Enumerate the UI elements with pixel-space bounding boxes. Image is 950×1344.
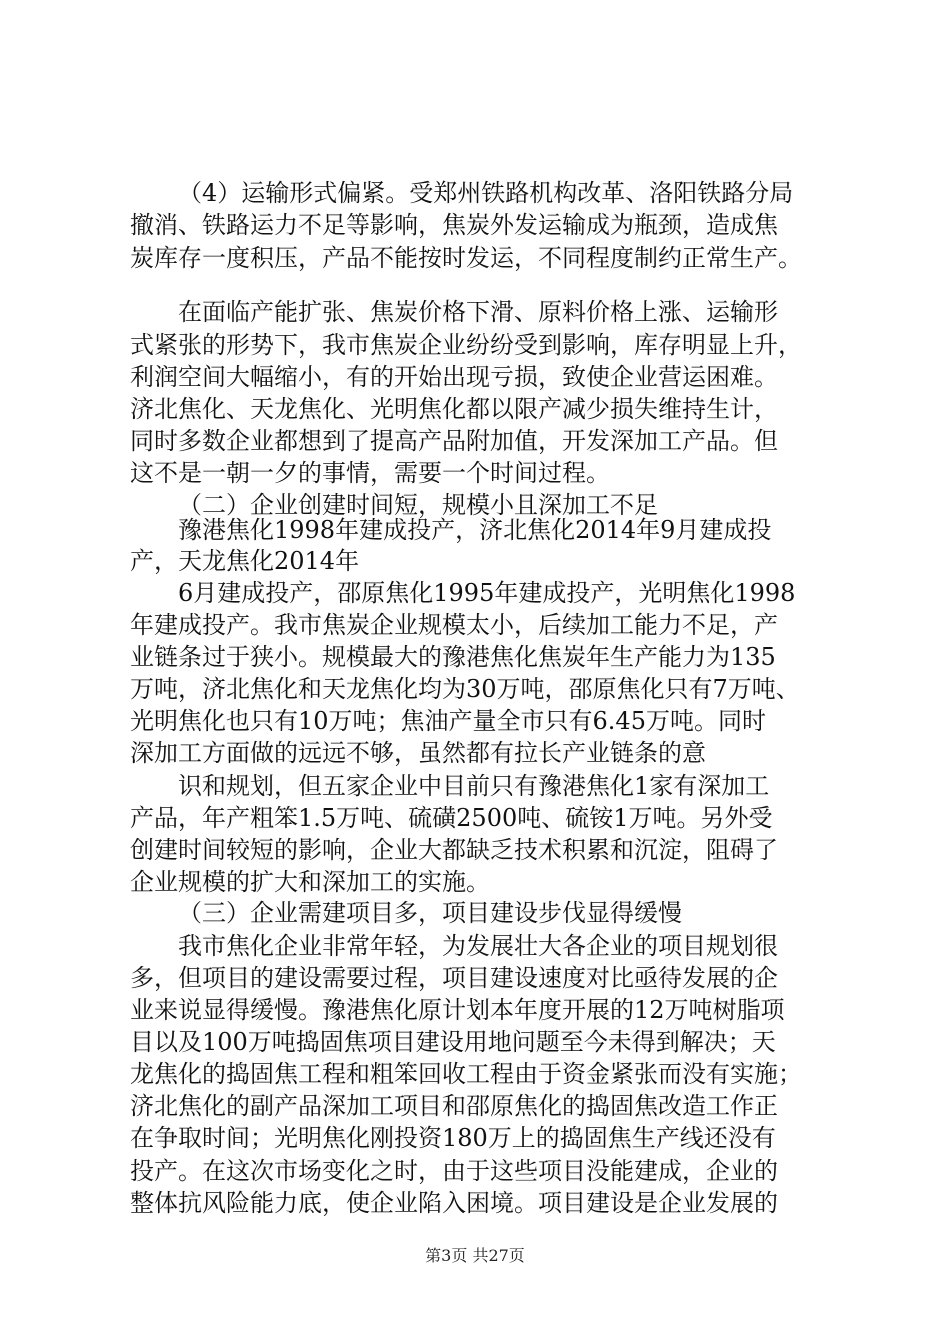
text-line: 万吨，济北焦化和天龙焦化均为30万吨，邵原焦化只有7万吨、	[130, 675, 800, 703]
text-line: 多，但项目的建设需要过程，项目建设速度对比亟待发展的企	[130, 964, 778, 992]
text-line: 利润空间大幅缩小，有的开始出现亏损，致使企业营运困难。	[130, 363, 778, 391]
text-line: 年建成投产。我市焦炭企业规模太小，后续加工能力不足，产	[130, 611, 778, 639]
section-heading: （三）企业需建项目多，项目建设步伐显得缓慢	[178, 899, 682, 927]
text-line: 济北焦化的副产品深加工项目和邵原焦化的捣固焦改造工作正	[130, 1092, 778, 1120]
text-line: 在面临产能扩张、焦炭价格下滑、原料价格上涨、运输形	[178, 298, 778, 326]
text-line: 目以及100万吨捣固焦项目建设用地问题至今未得到解决；天	[130, 1028, 776, 1056]
text-line: 创建时间较短的影响，企业大都缺乏技术积累和沉淀，阻碍了	[130, 836, 778, 864]
text-line: 企业规模的扩大和深加工的实施。	[130, 868, 490, 896]
text-line: 业链条过于狭小。规模最大的豫港焦化焦炭年生产能力为135	[130, 643, 776, 671]
text-line: 6月建成投产，邵原焦化1995年建成投产，光明焦化1998	[178, 579, 796, 607]
text-line: 深加工方面做的远远不够，虽然都有拉长产业链条的意	[130, 739, 706, 767]
text-line: 业来说显得缓慢。豫港焦化原计划本年度开展的12万吨树脂项	[130, 996, 785, 1024]
text-line: 光明焦化也只有10万吨；焦油产量全市只有6.45万吨。同时	[130, 707, 766, 735]
text-line: 式紧张的形势下，我市焦炭企业纷纷受到影响，库存明显上升，	[130, 331, 802, 359]
text-line: 豫港焦化1998年建成投产，济北焦化2014年9月建成投	[178, 516, 772, 544]
text-line: 产，天龙焦化2014年	[130, 547, 360, 575]
text-line: 龙焦化的捣固焦工程和粗笨回收工程由于资金紧张而没有实施；	[130, 1060, 802, 1088]
text-line: 炭库存一度积压，产品不能按时发运，不同程度制约正常生产。	[130, 244, 802, 272]
text-line: 这不是一朝一夕的事情，需要一个时间过程。	[130, 459, 610, 487]
page-number-footer: 第3页 共27页	[425, 1246, 525, 1265]
text-line: 在争取时间；光明焦化刚投资180万上的捣固焦生产线还没有	[130, 1124, 776, 1152]
text-line: 投产。在这次市场变化之时，由于这些项目没能建成，企业的	[130, 1157, 778, 1185]
text-line: 同时多数企业都想到了提高产品附加值，开发深加工产品。但	[130, 427, 778, 455]
text-line: （4）运输形式偏紧。受郑州铁路机构改革、洛阳铁路分局	[178, 179, 794, 207]
text-line: 撤消、铁路运力不足等影响，焦炭外发运输成为瓶颈，造成焦	[130, 211, 778, 239]
text-line: 济北焦化、天龙焦化、光明焦化都以限产减少损失维持生计，	[130, 395, 778, 423]
text-line: 我市焦化企业非常年轻，为发展壮大各企业的项目规划很	[178, 932, 778, 960]
text-line: 整体抗风险能力底，使企业陷入困境。项目建设是企业发展的	[130, 1189, 778, 1217]
section-heading: （二）企业创建时间短，规模小且深加工不足	[178, 491, 658, 519]
text-line: 产品，年产粗笨1.5万吨、硫磺2500吨、硫铵1万吨。另外受	[130, 804, 773, 832]
text-line: 识和规划，但五家企业中目前只有豫港焦化1家有深加工	[178, 772, 770, 800]
